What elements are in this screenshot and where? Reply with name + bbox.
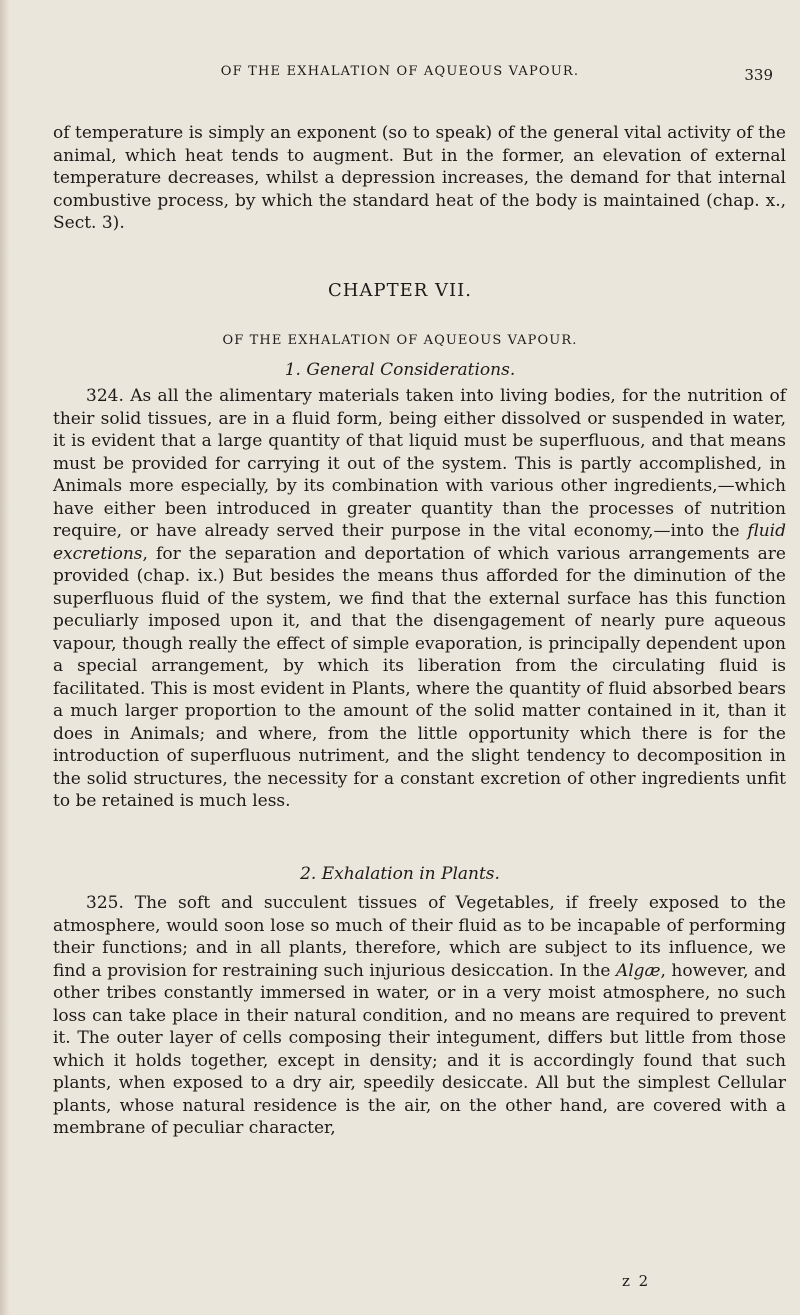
paragraph-325: [53, 892, 786, 1140]
italic-term-fluid-excretions: fluid excretions: [53, 521, 786, 564]
page-edge-shadow: [0, 0, 10, 1315]
section-2-heading: 2. Exhalation in Plants.: [300, 864, 500, 884]
paragraph-325-start: 325. The soft and succulent tissues of Vegetables, if freely exposed to the atmosphere, would soon lose so much of their fluid as to be incapable of performing their functions; and in all plants, therefore, which are subject to its influence, we find a provision for restraining such injurious desiccation. In the: [53, 893, 786, 981]
section-2-body: [53, 892, 786, 1140]
opening-paragraph-block: [53, 122, 786, 235]
section-1-heading: 1. General Considerations.: [284, 360, 516, 380]
paragraph-324-end: , for the separation and deportation of which various arrangements are provided (chap. ix.) But besides the means thus afforded for the diminution of the superfluous fluid of the system, we find that the external surface has this function peculiarly imposed upon it, and that the disengagement of nearly pure aqueous vapour, though really the effect of simple evaporation, is principally dependent upon a special arrangement, by which its liberation from the circulating fluid is facilitated. This is most evident in Plants, where the quantity of fluid absorbed bears a much larger proportion to the amount of the solid matter contained in it, than it does in Animals; and where, from the little opportunity which there is for the introduction of superfluous nutriment, and the slight tendency to decomposition in the solid structures, the necessity for a constant excretion of other ingredients unfit to be retained is much less.: [53, 543, 786, 811]
paragraph-324: [53, 385, 786, 813]
paragraph-324-start: 324. As all the alimentary materials taken into living bodies, for the nutrition of their solid tissues, are in a fluid form, being either dissolved or suspended in water, it is evident that a large quantity of that liquid must be superfluous, and that means must be provided for carrying it out of the system. This is partly accomplished, in Animals more especially, by its combination with various other ingredients,—which have either been introduced in greater quantity than the processes of nutrition require, or have already served their purpose in the vital economy,—into the: [53, 386, 786, 541]
page-number: 339: [744, 66, 773, 84]
running-head: OF THE EXHALATION OF AQUEOUS VAPOUR.: [220, 64, 580, 79]
paragraph-325-end: , however, and other tribes constantly immersed in water, or in a very moist atmosphere, no such loss can take place in their natural condition, and no means are required to prevent it. The outer layer of cells composing their integument, differs but little from those which it holds together, except in density; and it is accordingly found that such plants, when exposed to a dry air, speedily desiccate. All but the simplest Cellular plants, whose natural residence is the air, on the other hand, are covered with a membrane of peculiar character,: [53, 960, 786, 1138]
opening-paragraph: of temperature is simply an exponent (so to speak) of the general vital activity of the animal, which heat tends to augment. But in the former, an elevation of external temperature decreases, whilst a depression increases, the demand for that internal combustive process, by which the standard heat of the body is maintained (chap. x., Sect. 3).: [53, 123, 786, 233]
signature-mark: z 2: [622, 1272, 651, 1290]
italic-term-algae: Algæ: [615, 960, 661, 981]
chapter-heading: CHAPTER VII.: [328, 280, 472, 301]
section-1-body: [53, 385, 786, 813]
chapter-title: OF THE EXHALATION OF AQUEOUS VAPOUR.: [222, 333, 578, 348]
